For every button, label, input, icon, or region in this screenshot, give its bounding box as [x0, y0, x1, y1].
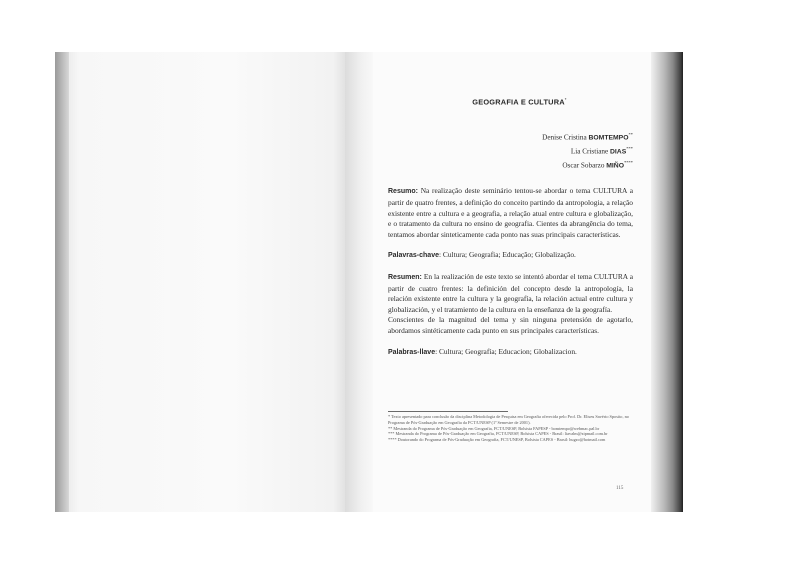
- palabras-llave-text: : Cultura; Geografía; Educacion; Globalizacion.: [435, 346, 577, 356]
- author-2: [388, 144, 633, 158]
- footnote-3: *** Mestranda do Programa de Pós-Graduação em Geografia, FCT/UNESP, Bolsista CAPES - Brasil: liavalm@zipmail.com.br: [388, 431, 608, 437]
- author-given-name: Oscar Sobarzo: [562, 161, 605, 170]
- palavras-chave-line: [388, 250, 633, 262]
- footnotes: [388, 414, 630, 443]
- author-list: [388, 130, 633, 171]
- book-gutter: [345, 52, 373, 512]
- article-title: [406, 95, 633, 108]
- author-footnote-mark: ***: [626, 145, 633, 151]
- resumen-paragraph: [388, 272, 633, 315]
- author-1: [388, 130, 633, 144]
- resumen-paragraph-2: [388, 315, 633, 336]
- author-footnote-mark: **: [628, 132, 633, 138]
- title-text: GEOGRAFIA E CULTURA: [472, 97, 565, 107]
- footnote-divider: [388, 411, 508, 412]
- resumo-label: Resumo:: [388, 188, 418, 196]
- left-blank-page: [55, 52, 345, 512]
- palabras-llave-line: [388, 347, 633, 359]
- palavras-chave-text: : Cultura; Geografia; Educação; Globalização.: [438, 250, 576, 260]
- page-number: 115: [616, 486, 624, 491]
- author-3: [388, 158, 633, 172]
- author-given-name: Lia Cristiane: [570, 147, 609, 156]
- resumo-paragraph: [388, 186, 633, 240]
- resumen-label: Resumen:: [388, 274, 422, 282]
- author-surname: BOMTEMPO: [588, 134, 629, 142]
- footnote-1: * Texto apresentado para conclusão da disciplina Metodologia de Pesquisa em Geografia oferecida pelo Prof. Dr. Eliseu Savério Sposito, no Programa de Pós-Graduação em Geografia da FCT/UNESP (1º Semestre de 2001).: [388, 414, 629, 425]
- resumen-text: En la realización de este texto se intentó abordar el tema CULTURA a partir de cuatro frentes: la definición del concepto desde la antropología, la relación existente entre la cultura y la geografía, la relación actual entre cultura y globalización, y el tratamiento de la cultura en la enseñanza de la geografía.: [388, 272, 633, 314]
- left-page-edge-shadow: [55, 52, 69, 512]
- palabras-llave-label: Palabras-llave: [388, 348, 436, 356]
- title-footnote-mark: *: [564, 97, 567, 102]
- article-content: [388, 95, 633, 368]
- right-page-edge-shadow: [651, 52, 683, 512]
- author-surname: MIÑO: [606, 162, 624, 170]
- palavras-chave-label: Palavras-chave: [388, 252, 439, 260]
- author-footnote-mark: ****: [624, 159, 633, 165]
- footnote-4: **** Doutorando do Programa de Pós-Graduação em Geografia, FCT/UNESP, Bolsista CAPES - Brasil: hugzo@hotmail.com: [388, 437, 606, 443]
- author-given-name: Denise Cristina: [542, 133, 587, 142]
- resumo-text: Na realização deste seminário tentou-se abordar o tema CULTURA a partir de quatro frentes, a definição do conceito partindo da antropologia, a relação existente entre a cultura e a geografia, a relação atual entre cultura e globalização, e o tratamento da cultura no ensino de geografia. Cientes da abrangência do tema, tentamos abordar sinteticamente cada ponto nas suas principais características.: [388, 186, 633, 239]
- author-surname: DIAS: [610, 148, 627, 156]
- footnote-2: ** Mestranda do Programa de Pós-Graduação em Geografia, FCT/UNESP, Bolsista FAPESP - bomtempo@webmac.pal.br: [388, 425, 600, 431]
- resumen-text-2: Conscientes de la magnitud del tema y sin ninguna pretensión de agotarlo, abordamos sintéticamente cada punto en sus principales características.: [388, 315, 633, 335]
